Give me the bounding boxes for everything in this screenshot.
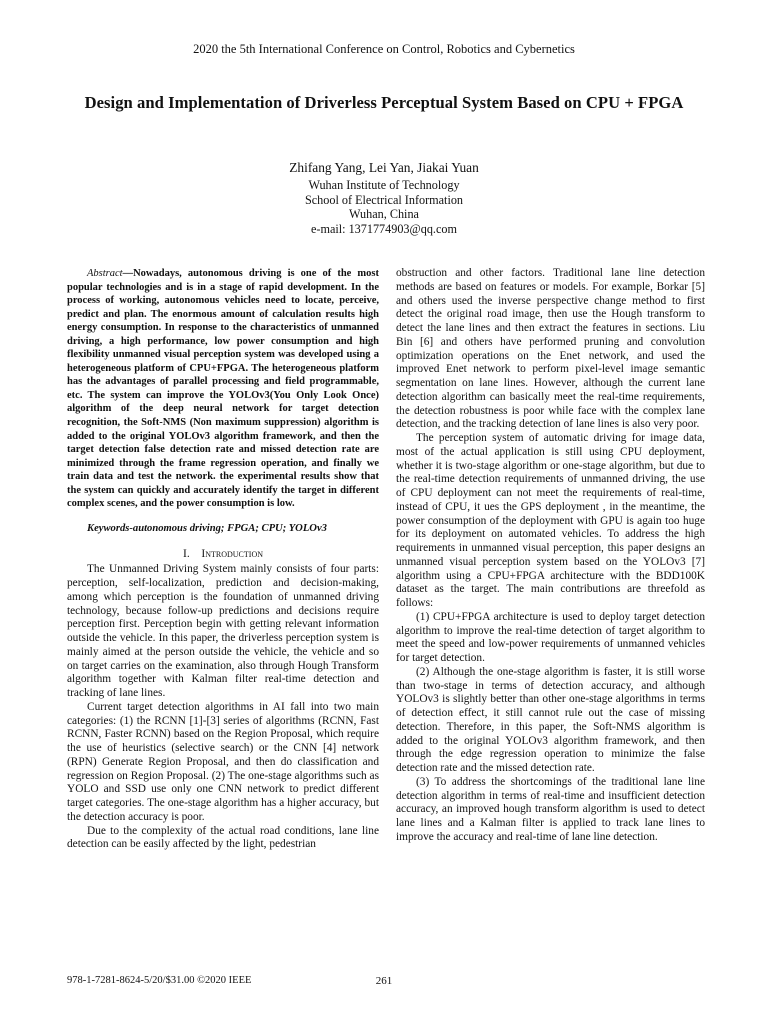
right-column xyxy=(396,267,705,845)
page-number: 261 xyxy=(375,975,393,987)
affiliation-block xyxy=(0,178,768,237)
affiliation-city: Wuhan, China xyxy=(349,207,419,222)
conference-header: 2020 the 5th International Conference on Control, Robotics and Cybernetics xyxy=(193,42,575,56)
abstract-text: —Nowadays, autonomous driving is one of the most popular technologies and is in a stage of rapid development. In the process of working, autonomous vehicles need to locate, perceive, predict and plan. The enormous amount of calculation results high energy consumption. In response to the characteristics of unmanned driving, a high performance, low power consumption and high flexibility unmanned visual perception system was developed using a heterogeneous platform of CPU+FPGA. The heterogeneous platform has the advantages of parallel processing and field programmable, etc. The system can improve the YOLOv3(You Only Look Once) algorithm of the deep neural network for target detection recognition, the Soft-NMS (Non maximum suppression) algorithm is added to the original YOLOv3 algorithm framework, and then the target detection false detection rate and missed detection rate are minimized through the frame regression operation, and finally we train data and test the network. the experimental results show that the system can quickly and accurately identify the target in different complex scenes, and the power consumption is low. xyxy=(67,268,379,510)
section-title: Introduction xyxy=(201,546,263,560)
contribution-item: (2) Although the one-stage algorithm is faster, it is still worse than two-stage in terms of detection accuracy, and although YOLOv3 is slightly better than other one-stage algorithms in terms of detection effect, it still cannot rule out the case of missing detection. Therefore, in this paper, the Soft-NMS algorithm is added to the original YOLOv3 algorithm framework, and then through the edge regression operation to minimize the false detection rate and the missed detection rate. xyxy=(396,665,705,774)
affiliation-institute: Wuhan Institute of Technology xyxy=(308,178,460,192)
author-list: Zhifang Yang, Lei Yan, Jiakai Yuan xyxy=(289,160,479,175)
body-paragraph: obstruction and other factors. Traditional lane line detection methods are based on features or models. For example, Borkar [5] and others used the inverse perspective change method to first detect the original road image, then use the Hough transform to detect the lane lines and then extract the features in sections. Liu Bin [6] and others have performed pruning and convolution optimization operations on the Enet network, and used the improved Enet network to perform pixel-level image semantic segmentation on lane lines. However, although the current lane detection algorithm can basically meet the real-time requirements, the detection robustness is poor while face with the complex lane detection, and the tracking detection of lane lines is also very poor. xyxy=(396,267,705,431)
body-paragraph: Current target detection algorithms in AI fall into two main categories: (1) the RCNN [1]-[3] series of algorithms (RCNN, Fast RCNN, Faster RCNN) based on the Region Proposal, which require the use of heuristics (selective search) or the CNN [4] network (RPN) Generate Region Proposal, and then do classification and regression on Region Proposal. (2) The one-stage algorithms such as YOLO and SSD use only one CNN network to predict different target categories. The one-stage algorithm has a higher accuracy, but the detection accuracy is poor. xyxy=(67,700,379,823)
body-paragraph: The Unmanned Driving System mainly consists of four parts: perception, self-localization, prediction and decision-making, among which perception is the foundation of unmanned driving technology, because follow-up predictions and decisions require perception first. Perception begin with getting relevant information outside the vehicle. In this paper, the driverless perception system is mainly aimed at the person outside the vehicle, the vehicle and so on target carries on the examination, also through Hough Transform algorithm together with Kalman filter real-time detection and tracking of lane lines. xyxy=(67,563,379,700)
paper-title: Design and Implementation of Driverless Perceptual System Based on CPU + FPGA xyxy=(84,93,684,112)
contribution-item: (3) To address the shortcomings of the traditional lane line detection algorithm in terms of real-time and insufficient detection accuracy, an improved hough transform algorithm is used to detect lane lines and a Kalman filter is applied to track lane lines to improve the accuracy and real-time of lane line detection. xyxy=(396,775,705,843)
abstract-paragraph xyxy=(67,267,379,511)
abstract-lead: Abstract xyxy=(87,268,123,279)
footer-copyright: 978-1-7281-8624-5/20/$31.00 ©2020 IEEE xyxy=(67,975,252,986)
section-numeral: I. xyxy=(183,546,190,560)
keywords-line: Keywords-autonomous driving; FPGA; CPU; YOLOv3 xyxy=(87,522,327,534)
body-paragraph: Due to the complexity of the actual road conditions, lane line detection can be easily affected by the light, pedestrian xyxy=(67,824,379,851)
affiliation-email: e-mail: 1371774903@qq.com xyxy=(311,222,457,237)
contribution-item: (1) CPU+FPGA architecture is used to deploy target detection algorithm to improve the real-time detection of target algorithm to meet the speed and low-power requirements of unmanned vehicles for target detection. xyxy=(396,610,705,664)
section-heading-introduction xyxy=(67,547,379,561)
body-paragraph: The perception system of automatic driving for image data, most of the actual application is still using CPU deployment, whether it is two-stage algorithm or one-stage algorithm, but due to the real-time detection requirements of unmanned driving, the use of CPU deployment can not meet the requirements of real-time, instead of CPU, it ues the GPS deployment , in the meantime, the power consumption of the deployment with GPU is again too huge for its deployment on automated vehicles. To address the high requirements in unmanned visual perception, this paper designs an unmanned visual perception system based on the YOLOv3 [7] algorithm using a CPU+FPGA architecture with the BDD100K dataset as the target. The main contributions are threefold as follows: xyxy=(396,432,705,609)
affiliation-school: School of Electrical Information xyxy=(304,192,464,207)
left-column xyxy=(67,267,379,852)
